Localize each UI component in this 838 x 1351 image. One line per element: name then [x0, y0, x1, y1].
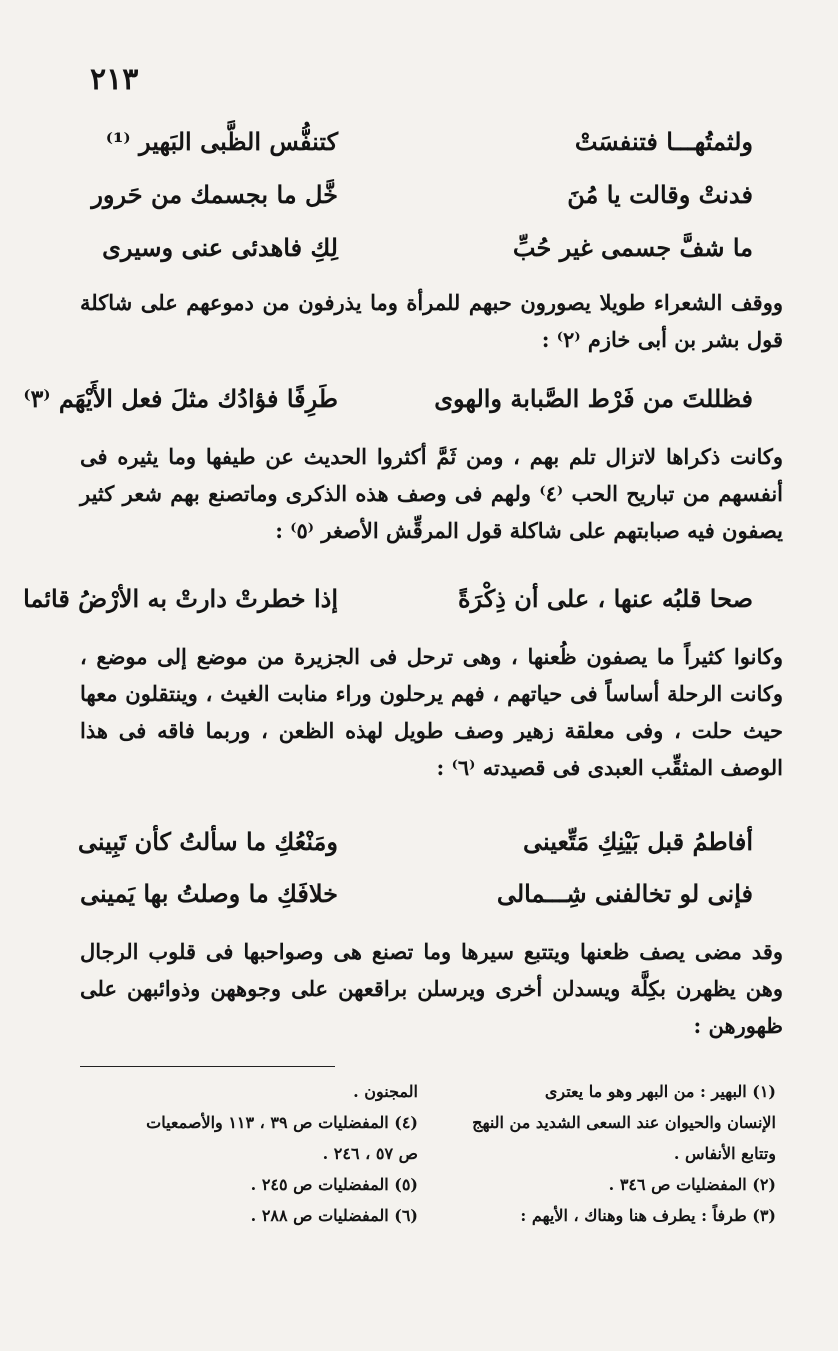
verse-second-hemistich: طَرِفًا فؤادُك مثلَ فعل الأَيْهَم ⁽٣⁾	[23, 384, 338, 413]
verse-first-hemistich: ما شفَّ جسمى غير حُبِّ	[512, 233, 753, 262]
footnotes-right-column	[456, 1076, 776, 1231]
footnote-line: (١) البهير : من البهر وهو ما يعترى	[544, 1082, 776, 1101]
footnote-line: وتتابع الأنفاس .	[673, 1144, 776, 1163]
footnote-line: (٤) المفضليات ص ٣٩ ، ١١٣ والأصمعيات	[146, 1113, 418, 1132]
verse-line	[77, 827, 753, 869]
verse-line	[79, 879, 753, 921]
verse-first-hemistich: ولثمتُهـــا فتنفسَتْ	[574, 127, 753, 156]
verse-second-hemistich: ومَنْعُكِ ما سألتُ كأن تَبِينى	[77, 827, 338, 856]
verse-second-hemistich: إذا خطرتْ دارتْ به الأرْضُ قائما	[23, 584, 338, 613]
page-number: ٢١٣	[90, 62, 139, 97]
verse-first-hemistich: صحا قلبُه عنها ، على أن ذِكْرَةً	[457, 584, 753, 613]
paragraph: وكانت ذكراها لاتزال تلم بهم ، ومن ثَمَّ أكثروا الحديث عن طيفها وما يثيره فى أنفسهم من تباريح الحب ⁽٤⁾ ولهم فى وصف هذه الذكرى وماتصنع بهم شعر كثير يصفون فيه صبابتهم على شاكلة قول المرقِّش الأصغر ⁽٥⁾ :	[80, 444, 784, 543]
verse-second-hemistich: كتنفُّس الظَّبى البَهير ⁽¹⁾	[105, 127, 338, 156]
verse-second-hemistich: لِكِ فاهدئى عنى وسيرى	[102, 233, 338, 262]
paragraph: وقد مضى يصف ظعنها ويتتبع سيرها وما تصنع هى وصواحبها فى قلوب الرجال وهن يظهرن بكِلَّة ويسدلن أخرى ويرسلن براقعهن على وجوههن وذوائبهن على ظهورهن :	[80, 939, 783, 1038]
verse-first-hemistich: فإنى لو تخالفنى شِـــمالى	[496, 879, 753, 908]
footnote-divider	[80, 1066, 335, 1067]
footnote-line: الإنسان والحيوان عند السعى الشديد من النهج	[472, 1113, 776, 1132]
footnote-line: (٥) المفضليات ص ٢٤٥ .	[250, 1175, 418, 1194]
footnotes-left-column	[83, 1076, 418, 1231]
footnote-line: ص ٥٧ ، ٢٤٦ .	[322, 1144, 418, 1163]
footnote-line: (٣) طرفاً : يطرف هنا وهناك ، الأيهم :	[520, 1206, 776, 1225]
verse-line	[100, 127, 753, 169]
footnote-line: المجنون .	[353, 1082, 418, 1101]
verse-first-hemistich: فدنتْ وقالت يا مُنَ	[567, 180, 753, 209]
verse-first-hemistich: أفاطمُ قبل بَيْنِكِ مَتِّعينى	[522, 827, 753, 856]
verse-line	[100, 233, 753, 275]
verse-second-hemistich: خلافَكِ ما وصلتُ بها يَمينى	[79, 879, 338, 908]
paragraph: وكانوا كثيراً ما يصفون ظُعنها ، وهى ترحل فى الجزيرة من موضع إلى موضع ، وكانت الرحلة أساساً فى حياتهم ، فهم يرحلون وراء منابت الغيث ، وينتقلون معها حيث حلت ، وفى معلقة زهير وصف طويل لهذه الظعن ، وربما فاقه فى هذا الوصف المثقِّب العبدى فى قصيدته ⁽٦⁾ :	[80, 644, 783, 780]
footnote-line: (٢) المفضليات ص ٣٤٦ .	[608, 1175, 776, 1194]
verse-line	[91, 180, 753, 222]
verse-first-hemistich: فظللتَ من فَرْط الصَّبابة والهوى	[434, 384, 753, 413]
verse-line	[23, 584, 753, 626]
footnote-line: (٦) المفضليات ص ٢٨٨ .	[250, 1206, 418, 1225]
verse-line	[23, 384, 753, 426]
verse-second-hemistich: خَّل ما بجسمك من حَرور	[91, 180, 338, 209]
paragraph: ووقف الشعراء طويلا يصورون حبهم للمرأة وما يذرفون من دموعهم على شاكلة قول بشر بن أبى خازم ⁽٢⁾ :	[80, 290, 783, 352]
